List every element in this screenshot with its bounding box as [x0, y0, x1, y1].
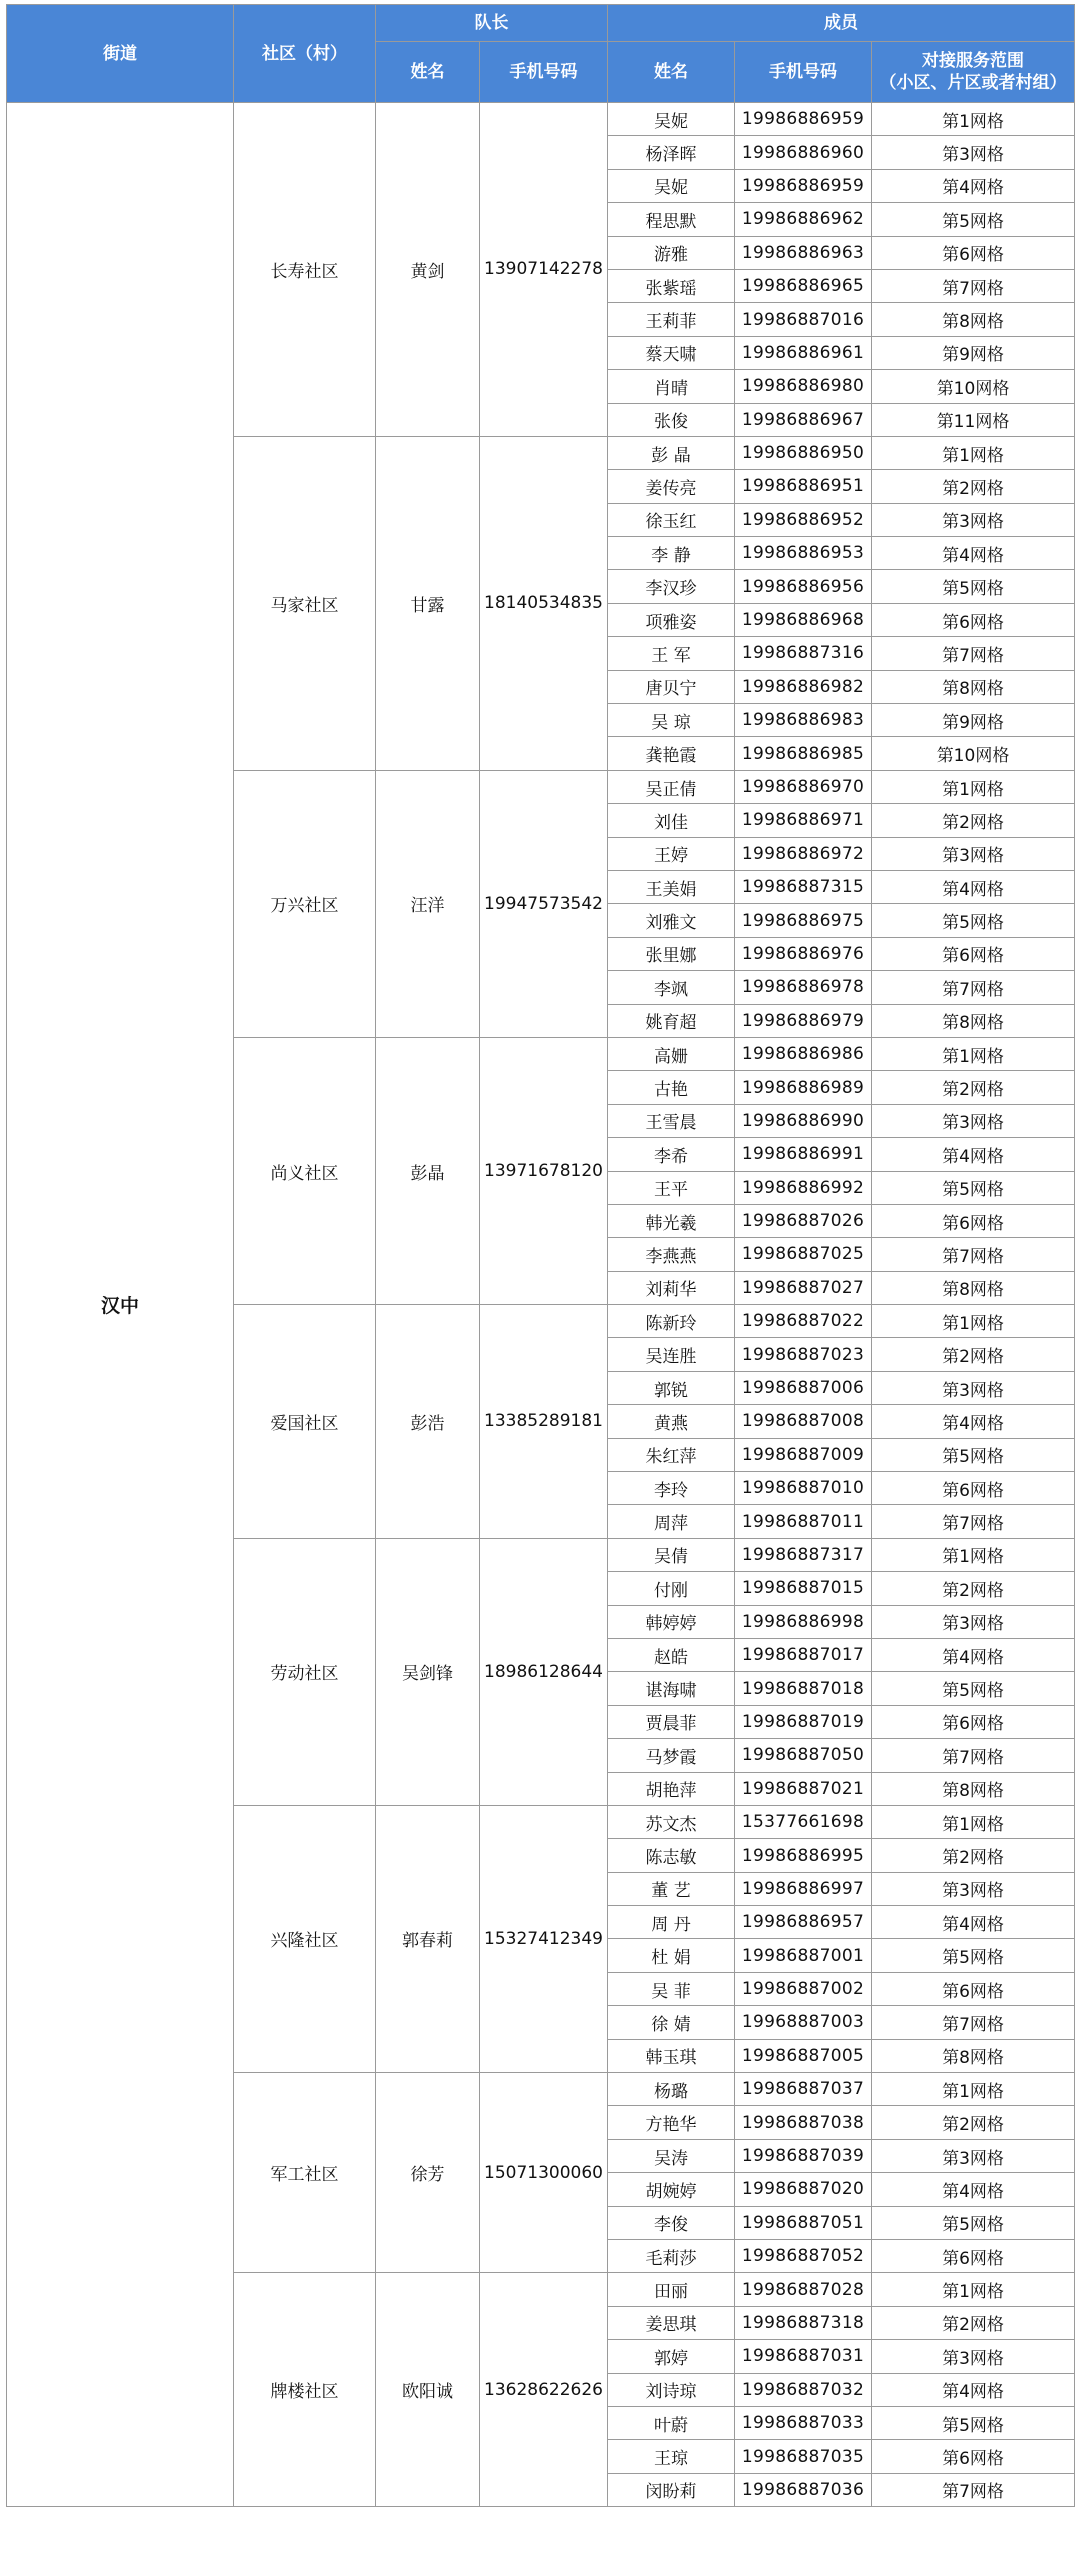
- member-phone-cell: 19986886983: [735, 704, 872, 737]
- member-name-cell: 唐贝宁: [608, 670, 735, 703]
- leader-phone-cell: 13385289181: [480, 1305, 608, 1539]
- service-scope-cell: 第1网格: [872, 1037, 1075, 1070]
- service-scope-cell: 第5网格: [872, 1171, 1075, 1204]
- member-phone-cell: 19986886979: [735, 1004, 872, 1037]
- table-body: [7, 103, 1075, 2507]
- service-scope-cell: 第2网格: [872, 2106, 1075, 2139]
- leader-name-cell: 彭晶: [376, 1037, 480, 1304]
- service-scope-cell: 第6网格: [872, 1472, 1075, 1505]
- header-member-phone: 手机号码: [735, 42, 872, 103]
- member-name-cell: 杜 娟: [608, 1939, 735, 1972]
- service-scope-cell: 第3网格: [872, 1605, 1075, 1638]
- service-scope-cell: 第8网格: [872, 303, 1075, 336]
- member-phone-cell: 19986887015: [735, 1572, 872, 1605]
- service-scope-cell: 第2网格: [872, 470, 1075, 503]
- service-scope-cell: 第4网格: [872, 870, 1075, 903]
- leader-name-cell: 甘露: [376, 436, 480, 770]
- service-scope-cell: 第7网格: [872, 637, 1075, 670]
- member-name-cell: 王雪晨: [608, 1104, 735, 1137]
- service-scope-cell: 第3网格: [872, 837, 1075, 870]
- member-name-cell: 蔡天啸: [608, 336, 735, 369]
- member-phone-cell: 19986886965: [735, 269, 872, 302]
- community-name-cell: 马家社区: [234, 436, 376, 770]
- member-name-cell: 李 静: [608, 537, 735, 570]
- service-scope-cell: 第4网格: [872, 169, 1075, 202]
- member-phone-cell: 19986887010: [735, 1472, 872, 1505]
- leader-phone-cell: 13628622626: [480, 2273, 608, 2507]
- member-phone-cell: 19986887039: [735, 2139, 872, 2172]
- member-name-cell: 姜传亮: [608, 470, 735, 503]
- header-scope-line2: （小区、片区或者村组）: [879, 73, 1067, 93]
- member-name-cell: 郭锐: [608, 1371, 735, 1404]
- member-name-cell: 胡婉婷: [608, 2173, 735, 2206]
- member-name-cell: 刘佳: [608, 804, 735, 837]
- leader-name-cell: 徐芳: [376, 2073, 480, 2273]
- member-name-cell: 高姗: [608, 1037, 735, 1070]
- service-scope-cell: 第2网格: [872, 804, 1075, 837]
- service-scope-cell: 第5网格: [872, 904, 1075, 937]
- service-scope-cell: 第7网格: [872, 1505, 1075, 1538]
- member-name-cell: 吴倩: [608, 1538, 735, 1571]
- member-phone-cell: 19986887025: [735, 1238, 872, 1271]
- member-name-cell: 周萍: [608, 1505, 735, 1538]
- header-street: 街道: [7, 5, 234, 103]
- table-header: [7, 5, 1075, 103]
- service-scope-cell: 第7网格: [872, 269, 1075, 302]
- member-phone-cell: 19986886962: [735, 203, 872, 236]
- member-name-cell: 谌海啸: [608, 1672, 735, 1705]
- member-phone-cell: 19986886968: [735, 603, 872, 636]
- member-phone-cell: 19986886960: [735, 136, 872, 169]
- member-name-cell: 毛莉莎: [608, 2240, 735, 2273]
- service-scope-cell: 第2网格: [872, 1338, 1075, 1371]
- member-name-cell: 古艳: [608, 1071, 735, 1104]
- service-scope-cell: 第3网格: [872, 2139, 1075, 2172]
- service-scope-cell: 第1网格: [872, 770, 1075, 803]
- service-scope-cell: 第1网格: [872, 1805, 1075, 1838]
- member-phone-cell: 19986887001: [735, 1939, 872, 1972]
- member-phone-cell: 19986886972: [735, 837, 872, 870]
- member-phone-cell: 19986887035: [735, 2440, 872, 2473]
- member-phone-cell: 19986886953: [735, 537, 872, 570]
- member-phone-cell: 19986887018: [735, 1672, 872, 1705]
- community-name-cell: 兴隆社区: [234, 1805, 376, 2072]
- member-name-cell: 王美娟: [608, 870, 735, 903]
- member-phone-cell: 19986886989: [735, 1071, 872, 1104]
- service-scope-cell: 第9网格: [872, 704, 1075, 737]
- member-name-cell: 杨璐: [608, 2073, 735, 2106]
- member-name-cell: 胡艳萍: [608, 1772, 735, 1805]
- service-scope-cell: 第6网格: [872, 1705, 1075, 1738]
- service-scope-cell: 第5网格: [872, 1939, 1075, 1972]
- member-phone-cell: 19986887019: [735, 1705, 872, 1738]
- member-name-cell: 王莉菲: [608, 303, 735, 336]
- member-phone-cell: 19986887021: [735, 1772, 872, 1805]
- community-name-cell: 劳动社区: [234, 1538, 376, 1805]
- member-phone-cell: 19986886998: [735, 1605, 872, 1638]
- member-phone-cell: 19986886991: [735, 1138, 872, 1171]
- leader-phone-cell: 18986128644: [480, 1538, 608, 1805]
- member-phone-cell: 19986886982: [735, 670, 872, 703]
- header-leader-phone: 手机号码: [480, 42, 608, 103]
- member-name-cell: 付刚: [608, 1572, 735, 1605]
- member-phone-cell: 19986887008: [735, 1405, 872, 1438]
- community-name-cell: 爱国社区: [234, 1305, 376, 1539]
- service-scope-cell: 第6网格: [872, 236, 1075, 269]
- member-phone-cell: 19986887032: [735, 2373, 872, 2406]
- service-scope-cell: 第8网格: [872, 2039, 1075, 2072]
- member-name-cell: 刘莉华: [608, 1271, 735, 1304]
- community-name-cell: 长寿社区: [234, 103, 376, 437]
- member-phone-cell: 19986886997: [735, 1872, 872, 1905]
- member-phone-cell: 19986887317: [735, 1538, 872, 1571]
- service-scope-cell: 第6网格: [872, 2240, 1075, 2273]
- member-phone-cell: 19986886959: [735, 169, 872, 202]
- service-scope-cell: 第3网格: [872, 1872, 1075, 1905]
- member-name-cell: 徐玉红: [608, 503, 735, 536]
- community-name-cell: 牌楼社区: [234, 2273, 376, 2507]
- service-scope-cell: 第3网格: [872, 2340, 1075, 2373]
- member-phone-cell: 19986886975: [735, 904, 872, 937]
- member-name-cell: 游雅: [608, 236, 735, 269]
- member-name-cell: 赵皓: [608, 1638, 735, 1671]
- member-name-cell: 吴 琼: [608, 704, 735, 737]
- service-scope-cell: 第6网格: [872, 603, 1075, 636]
- service-scope-cell: 第7网格: [872, 2006, 1075, 2039]
- header-community: 社区（村）: [234, 5, 376, 103]
- member-name-cell: 韩玉琪: [608, 2039, 735, 2072]
- service-scope-cell: 第9网格: [872, 336, 1075, 369]
- service-scope-cell: 第8网格: [872, 1271, 1075, 1304]
- member-phone-cell: 19986887020: [735, 2173, 872, 2206]
- member-name-cell: 李玲: [608, 1472, 735, 1505]
- member-phone-cell: 19986887006: [735, 1371, 872, 1404]
- member-name-cell: 刘诗琼: [608, 2373, 735, 2406]
- member-name-cell: 郭婷: [608, 2340, 735, 2373]
- member-phone-cell: 19986886952: [735, 503, 872, 536]
- service-scope-cell: 第3网格: [872, 1371, 1075, 1404]
- service-scope-cell: 第8网格: [872, 670, 1075, 703]
- member-phone-cell: 19986887016: [735, 303, 872, 336]
- member-name-cell: 李飒: [608, 971, 735, 1004]
- member-phone-cell: 19986887031: [735, 2340, 872, 2373]
- service-scope-cell: 第1网格: [872, 103, 1075, 136]
- member-name-cell: 马梦霞: [608, 1739, 735, 1772]
- member-name-cell: 徐 婧: [608, 2006, 735, 2039]
- grid-contact-table: [6, 4, 1075, 2507]
- member-name-cell: 肖晴: [608, 370, 735, 403]
- service-scope-cell: 第11网格: [872, 403, 1075, 436]
- leader-name-cell: 欧阳诚: [376, 2273, 480, 2507]
- member-phone-cell: 19986886951: [735, 470, 872, 503]
- leader-phone-cell: 13971678120: [480, 1037, 608, 1304]
- member-name-cell: 黄燕: [608, 1405, 735, 1438]
- member-name-cell: 杨泽晖: [608, 136, 735, 169]
- member-name-cell: 周 丹: [608, 1906, 735, 1939]
- member-phone-cell: 19986887315: [735, 870, 872, 903]
- service-scope-cell: 第7网格: [872, 971, 1075, 1004]
- member-name-cell: 吴正倩: [608, 770, 735, 803]
- service-scope-cell: 第10网格: [872, 737, 1075, 770]
- member-phone-cell: 19986886980: [735, 370, 872, 403]
- member-phone-cell: 19986887050: [735, 1739, 872, 1772]
- member-phone-cell: 19986887026: [735, 1204, 872, 1237]
- member-phone-cell: 19986887011: [735, 1505, 872, 1538]
- header-scope-line1: 对接服务范围: [922, 51, 1025, 71]
- service-scope-cell: 第3网格: [872, 136, 1075, 169]
- member-phone-cell: 19986886959: [735, 103, 872, 136]
- member-name-cell: 王平: [608, 1171, 735, 1204]
- member-name-cell: 吴涛: [608, 2139, 735, 2172]
- service-scope-cell: 第2网格: [872, 1071, 1075, 1104]
- member-name-cell: 吴连胜: [608, 1338, 735, 1371]
- service-scope-cell: 第5网格: [872, 2206, 1075, 2239]
- member-phone-cell: 19986887027: [735, 1271, 872, 1304]
- header-service-scope: [872, 42, 1075, 103]
- member-name-cell: 王琼: [608, 2440, 735, 2473]
- member-name-cell: 彭 晶: [608, 436, 735, 469]
- service-scope-cell: 第4网格: [872, 1138, 1075, 1171]
- member-name-cell: 吴妮: [608, 169, 735, 202]
- member-name-cell: 陈新玲: [608, 1305, 735, 1338]
- member-name-cell: 田丽: [608, 2273, 735, 2306]
- service-scope-cell: 第10网格: [872, 370, 1075, 403]
- member-name-cell: 程思默: [608, 203, 735, 236]
- member-phone-cell: 19986886961: [735, 336, 872, 369]
- member-phone-cell: 19986887028: [735, 2273, 872, 2306]
- member-name-cell: 张里娜: [608, 937, 735, 970]
- member-phone-cell: 19986887033: [735, 2406, 872, 2439]
- member-phone-cell: 19986886967: [735, 403, 872, 436]
- service-scope-cell: 第4网格: [872, 1638, 1075, 1671]
- member-name-cell: 姚育超: [608, 1004, 735, 1037]
- service-scope-cell: 第4网格: [872, 1906, 1075, 1939]
- member-phone-cell: 19986887318: [735, 2306, 872, 2339]
- service-scope-cell: 第1网格: [872, 2073, 1075, 2106]
- member-phone-cell: 19986887038: [735, 2106, 872, 2139]
- member-name-cell: 吴 菲: [608, 1972, 735, 2005]
- service-scope-cell: 第5网格: [872, 1672, 1075, 1705]
- service-scope-cell: 第6网格: [872, 1204, 1075, 1237]
- table-row: [7, 103, 1075, 136]
- leader-name-cell: 汪洋: [376, 770, 480, 1037]
- header-leader-group: 队长: [376, 5, 608, 42]
- member-name-cell: 董 艺: [608, 1872, 735, 1905]
- service-scope-cell: 第6网格: [872, 1972, 1075, 2005]
- member-phone-cell: 19986886957: [735, 1906, 872, 1939]
- service-scope-cell: 第2网格: [872, 1839, 1075, 1872]
- member-phone-cell: 19986886978: [735, 971, 872, 1004]
- service-scope-cell: 第3网格: [872, 1104, 1075, 1137]
- member-phone-cell: 19986887005: [735, 2039, 872, 2072]
- service-scope-cell: 第1网格: [872, 2273, 1075, 2306]
- member-name-cell: 李希: [608, 1138, 735, 1171]
- leader-name-cell: 吴剑锋: [376, 1538, 480, 1805]
- member-phone-cell: 19986887002: [735, 1972, 872, 2005]
- member-phone-cell: 19986887009: [735, 1438, 872, 1471]
- service-scope-cell: 第7网格: [872, 2473, 1075, 2506]
- member-name-cell: 贾晨菲: [608, 1705, 735, 1738]
- service-scope-cell: 第5网格: [872, 570, 1075, 603]
- member-phone-cell: 19968887003: [735, 2006, 872, 2039]
- member-phone-cell: 19986887036: [735, 2473, 872, 2506]
- member-name-cell: 方艳华: [608, 2106, 735, 2139]
- member-phone-cell: 19986887316: [735, 637, 872, 670]
- member-name-cell: 朱红萍: [608, 1438, 735, 1471]
- service-scope-cell: 第6网格: [872, 2440, 1075, 2473]
- service-scope-cell: 第4网格: [872, 537, 1075, 570]
- member-name-cell: 王婷: [608, 837, 735, 870]
- member-name-cell: 项雅姿: [608, 603, 735, 636]
- leader-name-cell: 郭春莉: [376, 1805, 480, 2072]
- service-scope-cell: 第1网格: [872, 1305, 1075, 1338]
- member-phone-cell: 19986886990: [735, 1104, 872, 1137]
- member-name-cell: 陈志敏: [608, 1839, 735, 1872]
- service-scope-cell: 第1网格: [872, 436, 1075, 469]
- service-scope-cell: 第2网格: [872, 2306, 1075, 2339]
- service-scope-cell: 第5网格: [872, 203, 1075, 236]
- community-name-cell: 尚义社区: [234, 1037, 376, 1304]
- leader-phone-cell: 15071300060: [480, 2073, 608, 2273]
- member-phone-cell: 19986887052: [735, 2240, 872, 2273]
- leader-phone-cell: 15327412349: [480, 1805, 608, 2072]
- member-name-cell: 张俊: [608, 403, 735, 436]
- member-name-cell: 刘雅文: [608, 904, 735, 937]
- service-scope-cell: 第4网格: [872, 2373, 1075, 2406]
- service-scope-cell: 第7网格: [872, 1739, 1075, 1772]
- leader-name-cell: 彭浩: [376, 1305, 480, 1539]
- service-scope-cell: 第5网格: [872, 1438, 1075, 1471]
- leader-phone-cell: 19947573542: [480, 770, 608, 1037]
- community-name-cell: 军工社区: [234, 2073, 376, 2273]
- member-name-cell: 张紫瑶: [608, 269, 735, 302]
- service-scope-cell: 第2网格: [872, 1572, 1075, 1605]
- member-name-cell: 姜思琪: [608, 2306, 735, 2339]
- member-phone-cell: 19986886976: [735, 937, 872, 970]
- service-scope-cell: 第4网格: [872, 1405, 1075, 1438]
- member-phone-cell: 19986887023: [735, 1338, 872, 1371]
- service-scope-cell: 第8网格: [872, 1004, 1075, 1037]
- member-phone-cell: 19986886963: [735, 236, 872, 269]
- member-name-cell: 叶蔚: [608, 2406, 735, 2439]
- member-name-cell: 龚艳霞: [608, 737, 735, 770]
- member-name-cell: 韩光羲: [608, 1204, 735, 1237]
- member-phone-cell: 19986886986: [735, 1037, 872, 1070]
- service-scope-cell: 第7网格: [872, 1238, 1075, 1271]
- member-phone-cell: 19986886992: [735, 1171, 872, 1204]
- street-cell: 汉中: [7, 103, 234, 2507]
- member-name-cell: 李俊: [608, 2206, 735, 2239]
- member-name-cell: 李汉珍: [608, 570, 735, 603]
- header-leader-name: 姓名: [376, 42, 480, 103]
- header-member-name: 姓名: [608, 42, 735, 103]
- service-scope-cell: 第3网格: [872, 503, 1075, 536]
- leader-phone-cell: 18140534835: [480, 436, 608, 770]
- header-member-group: 成员: [608, 5, 1075, 42]
- member-phone-cell: 19986887051: [735, 2206, 872, 2239]
- member-name-cell: 苏文杰: [608, 1805, 735, 1838]
- service-scope-cell: 第5网格: [872, 2406, 1075, 2439]
- leader-name-cell: 黄剑: [376, 103, 480, 437]
- member-phone-cell: 19986886995: [735, 1839, 872, 1872]
- member-name-cell: 韩婷婷: [608, 1605, 735, 1638]
- member-phone-cell: 15377661698: [735, 1805, 872, 1838]
- member-phone-cell: 19986886985: [735, 737, 872, 770]
- service-scope-cell: 第4网格: [872, 2173, 1075, 2206]
- member-name-cell: 闵盼莉: [608, 2473, 735, 2506]
- member-phone-cell: 19986886950: [735, 436, 872, 469]
- member-phone-cell: 19986886970: [735, 770, 872, 803]
- member-phone-cell: 19986886971: [735, 804, 872, 837]
- member-name-cell: 吴妮: [608, 103, 735, 136]
- member-phone-cell: 19986887037: [735, 2073, 872, 2106]
- member-name-cell: 李燕燕: [608, 1238, 735, 1271]
- member-name-cell: 王 军: [608, 637, 735, 670]
- service-scope-cell: 第1网格: [872, 1538, 1075, 1571]
- service-scope-cell: 第6网格: [872, 937, 1075, 970]
- community-name-cell: 万兴社区: [234, 770, 376, 1037]
- member-phone-cell: 19986887022: [735, 1305, 872, 1338]
- member-phone-cell: 19986886956: [735, 570, 872, 603]
- member-phone-cell: 19986887017: [735, 1638, 872, 1671]
- leader-phone-cell: 13907142278: [480, 103, 608, 437]
- service-scope-cell: 第8网格: [872, 1772, 1075, 1805]
